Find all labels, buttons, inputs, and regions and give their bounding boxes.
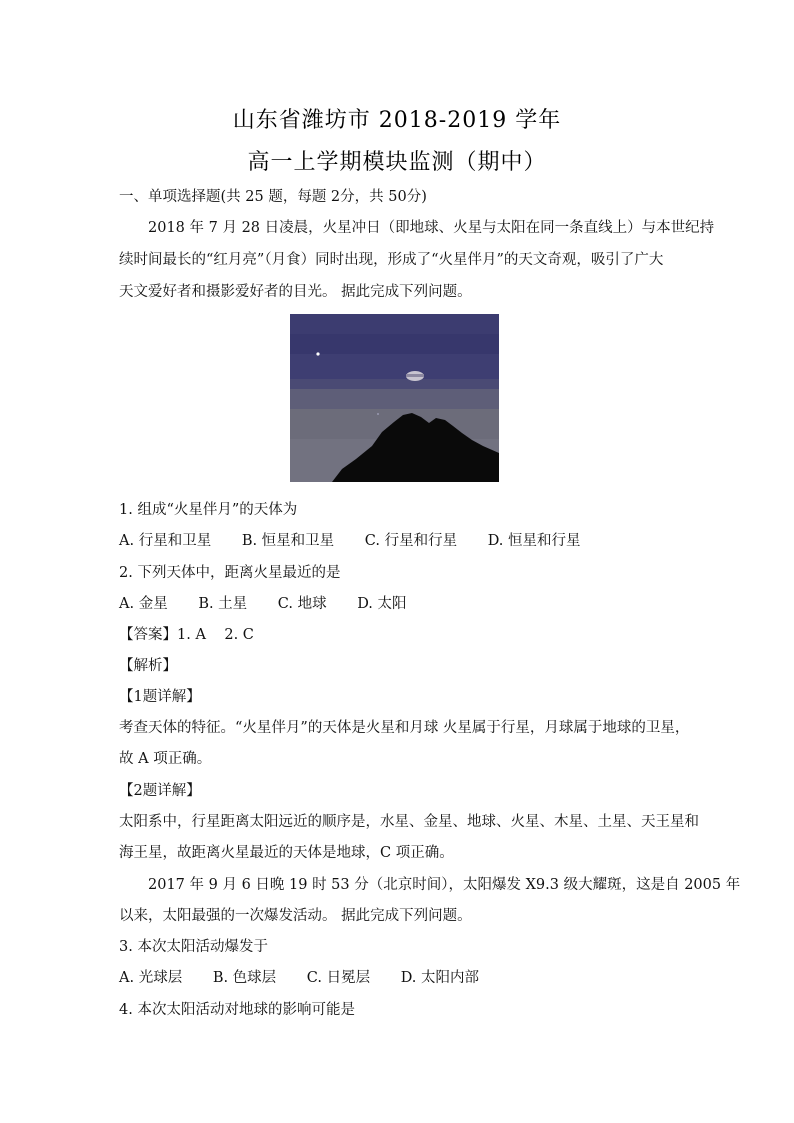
q3-stem: 3. 本次太阳活动爆发于 xyxy=(119,939,268,955)
q1-option-a[interactable]: A. 行星和卫星 xyxy=(119,533,212,549)
passage1-line2: 续时间最长的“红月亮”（月食）同时出现，形成了“火星伴月”的天文奇观，吸引了广大 xyxy=(119,252,664,268)
section-heading: 一、单项选择题(共 25 题，每题 2分，共 50分) xyxy=(119,189,427,205)
q3-option-c[interactable]: C. 日冕层 xyxy=(306,970,371,986)
mars-point xyxy=(316,352,319,355)
q3-option-b[interactable]: B. 色球层 xyxy=(212,970,277,986)
q2-option-a[interactable]: A. 金星 xyxy=(119,596,168,612)
q2-analysis-line1: 太阳系中，行星距离太阳远近的顺序是，水星、金星、地球、火星、木星、土星、天王星和 xyxy=(119,814,699,830)
q2-analysis-line2: 海王星，故距离火星最近的天体是地球，C 项正确。 xyxy=(119,845,454,861)
q1-option-d[interactable]: D. 恒星和行星 xyxy=(487,533,581,549)
q1-option-c[interactable]: C. 行星和行星 xyxy=(364,533,458,549)
passage2-line2: 以来，太阳最强的一次爆发活动。 据此完成下列问题。 xyxy=(119,908,472,924)
q3-option-a[interactable]: A. 光球层 xyxy=(119,970,183,986)
answer-line: 【答案】1. A 2. C xyxy=(119,627,254,643)
q2-options xyxy=(119,592,433,613)
q2-stem: 2. 下列天体中，距离火星最近的是 xyxy=(119,565,341,581)
document-title-line1: 山东省潍坊市 2018-2019 学年 xyxy=(232,108,562,133)
document-title-line2: 高一上学期模块监测（期中） xyxy=(247,150,547,175)
q4-stem: 4. 本次太阳活动对地球的影响可能是 xyxy=(119,1002,355,1018)
mars-moon-photo xyxy=(290,314,499,482)
q1-analysis-line2: 故 A 项正确。 xyxy=(119,751,212,767)
q1-analysis-heading: 【1题详解】 xyxy=(119,689,201,705)
q2-option-c[interactable]: C. 地球 xyxy=(277,596,327,612)
q1-stem: 1. 组成“火星伴月”的天体为 xyxy=(119,502,298,518)
q3-options xyxy=(119,966,505,987)
q2-analysis-heading: 【2题详解】 xyxy=(119,783,201,799)
analysis-heading: 【解析】 xyxy=(119,658,177,674)
q1-option-b[interactable]: B. 恒星和卫星 xyxy=(241,533,335,549)
q1-analysis-line1: 考查天体的特征。“火星伴月”的天体是火星和月球 火星属于行星，月球属于地球的卫星， xyxy=(119,720,690,736)
q2-option-b[interactable]: B. 土星 xyxy=(198,596,248,612)
passage1-line1: 2018 年 7 月 28 日凌晨，火星冲日（即地球、火星与太阳在同一条直线上）与本世纪持 xyxy=(148,220,715,236)
passage1-line3: 天文爱好者和摄影爱好者的目光。 据此完成下列问题。 xyxy=(119,284,472,300)
q2-option-d[interactable]: D. 太阳 xyxy=(357,596,407,612)
q3-option-d[interactable]: D. 太阳内部 xyxy=(400,970,480,986)
passage2-line1: 2017 年 9 月 6 日晚 19 时 53 分（北京时间），太阳爆发 X9.3 级大耀斑，这是自 2005 年 xyxy=(148,877,741,893)
q1-options xyxy=(119,529,607,550)
